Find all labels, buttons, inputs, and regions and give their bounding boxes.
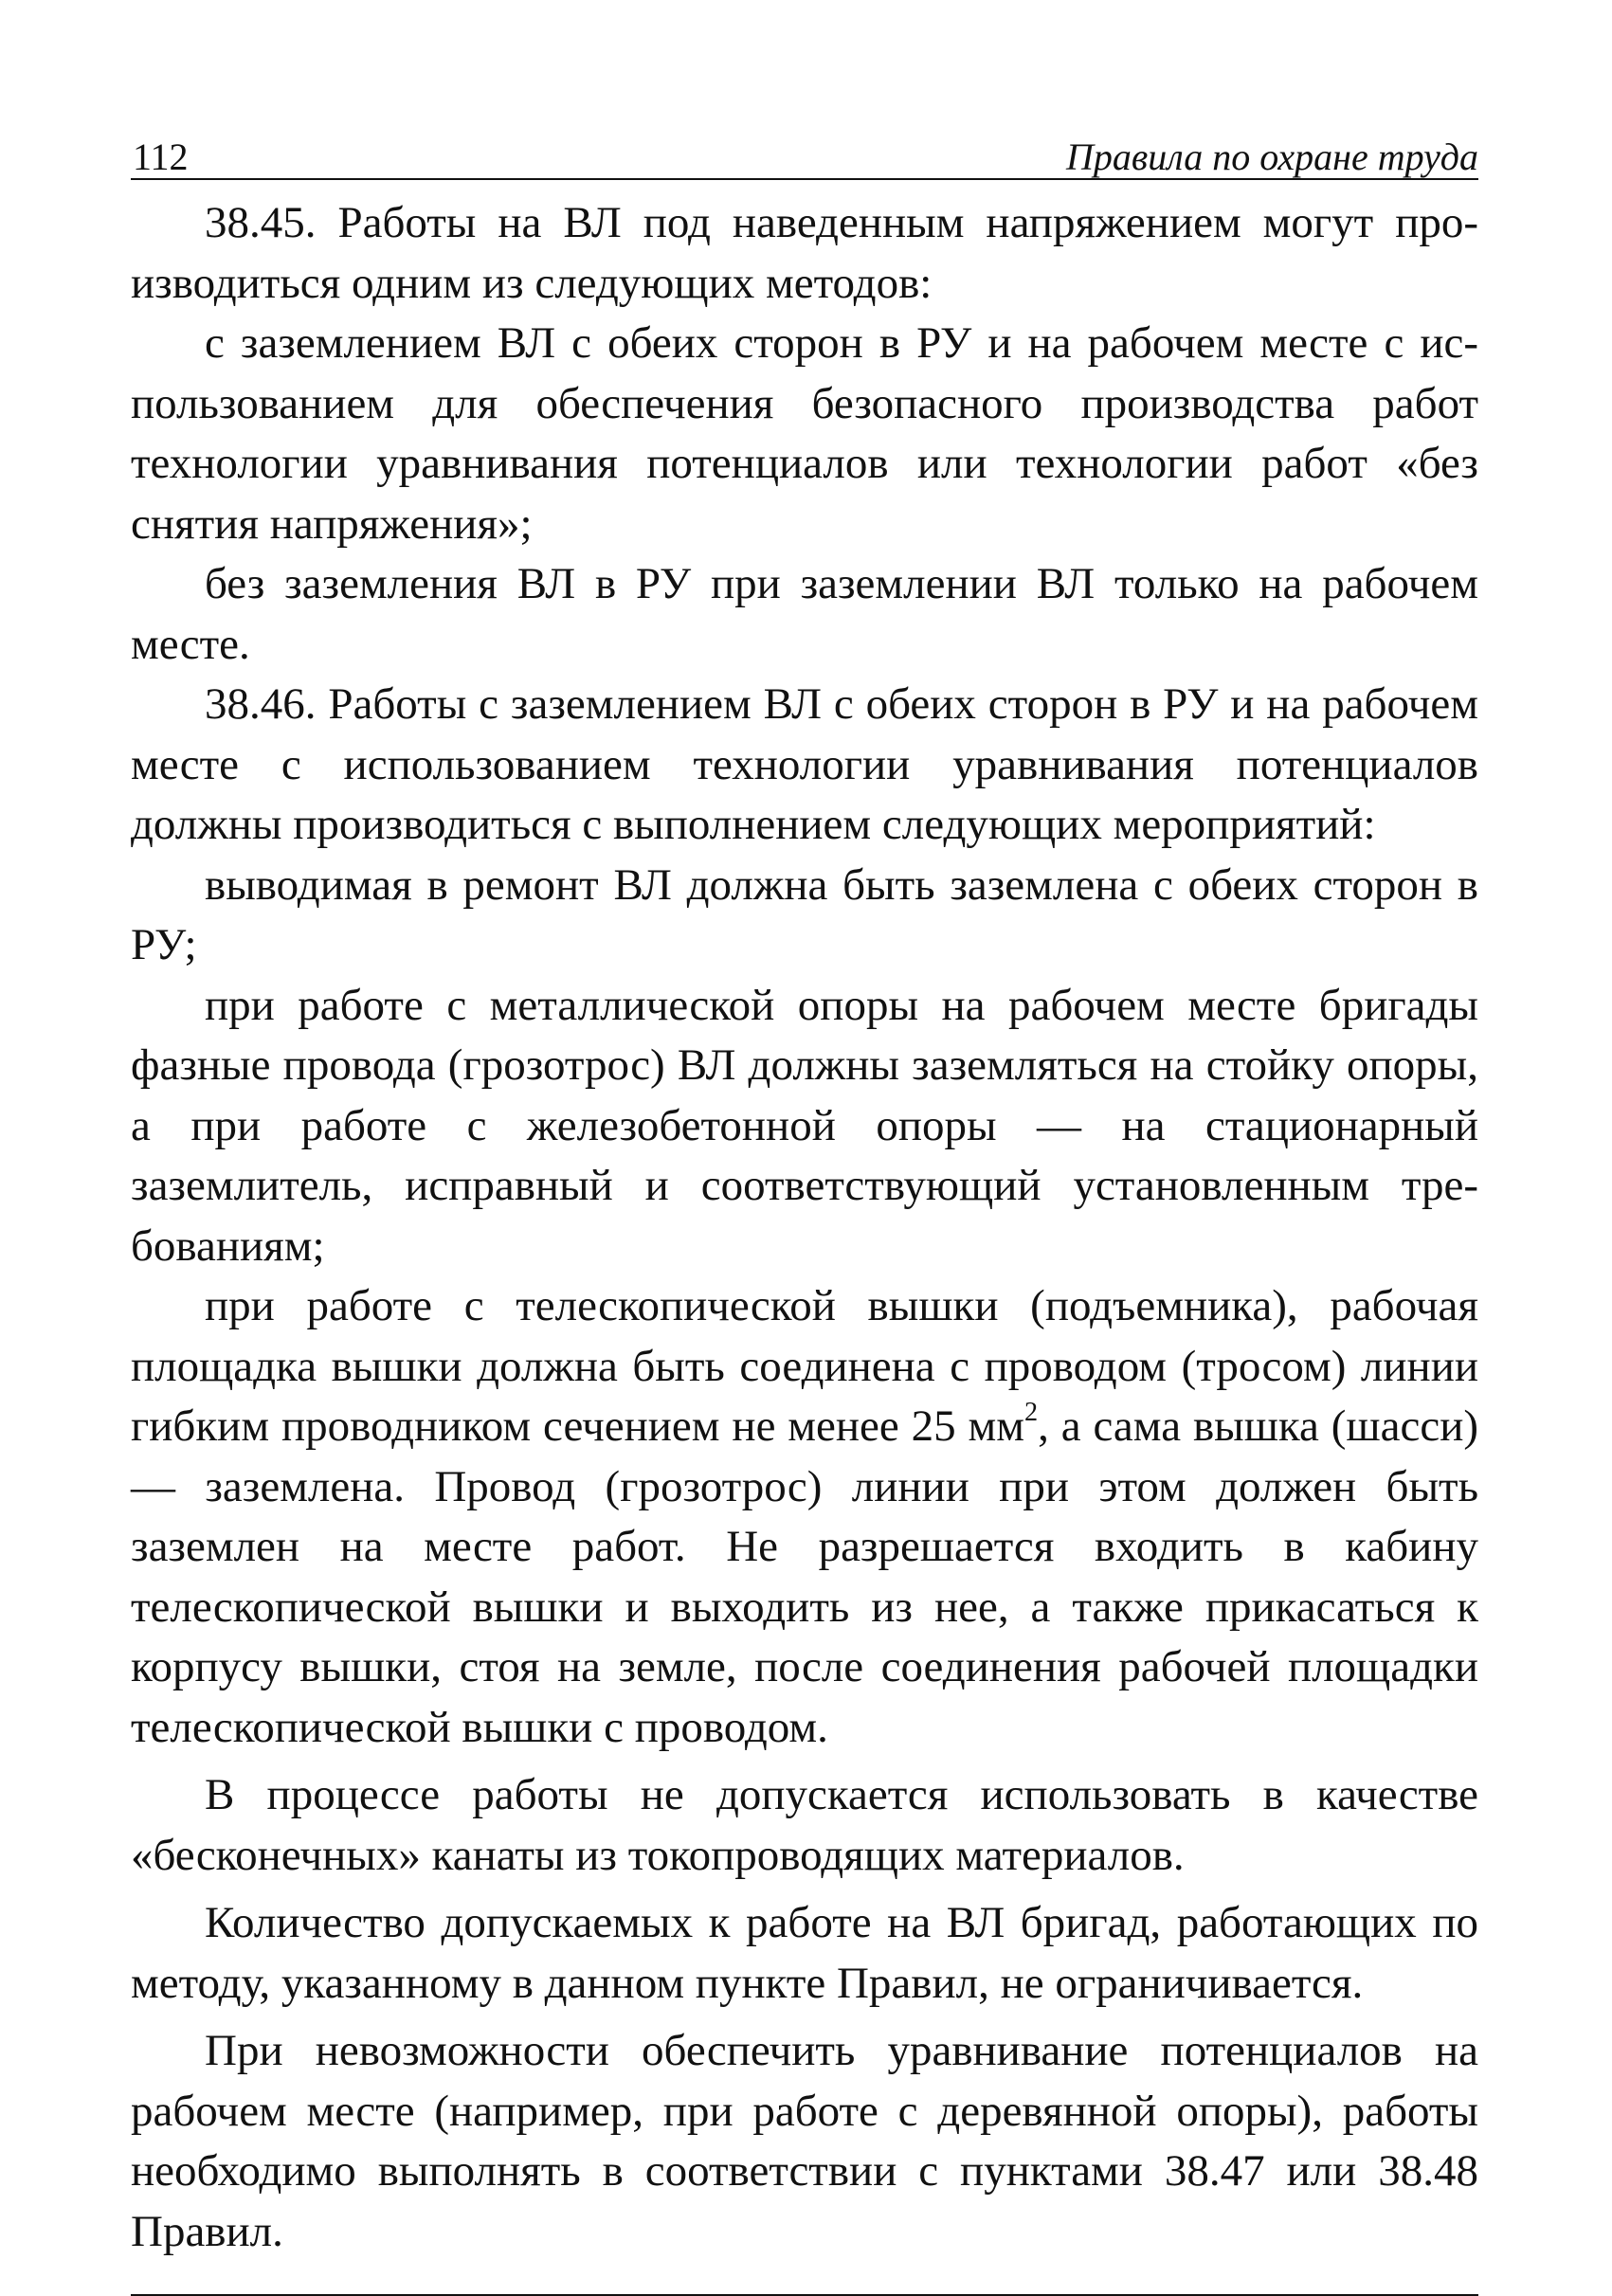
paragraph-telescopic-tower bbox=[131, 1276, 1478, 1758]
paragraph-line-grounding: выводимая в ремонт ВЛ должна быть заземлена с обеих сторон в РУ; bbox=[131, 859, 1478, 969]
telescopic-text-start: при работе с телескопической вышки (подъемника), рабочая площадка вышки должна быть соединена с проводом (тросом) линии гибким проводником сечением не менее 25 мм bbox=[131, 1281, 1478, 1451]
paragraph-38-45: 38.45. Работы на ВЛ под наведенным напряжением могут производиться одним из следующих методов: bbox=[131, 198, 1478, 308]
paragraph-brigade-count: Количество допускаемых к работе на ВЛ бригад, работающих по методу, указанному в данном пункте Правил, не ограничивается. bbox=[131, 1898, 1478, 2008]
paragraph-metal-support: при работе с металлической опоры на рабочем месте бригады фазные провода (грозотрос) ВЛ должны заземляться на стойку опоры, а при работе с железобетонной опоры — на стационарный заземлитель, исправный и соответствующий установленным требованиям; bbox=[131, 980, 1478, 1271]
paragraph-method-grounded: с заземлением ВЛ с обеих сторон в РУ и на рабочем месте с использованием для обеспечения безопасного производства работ технологии уравнивания потенциалов или технологии работ «без снятия напряжения»; bbox=[131, 318, 1478, 549]
paragraph-38-46: 38.46. Работы с заземлением ВЛ с обеих сторон в РУ и на рабочем месте с использованием технологии уравнивания потенциалов должны производиться с выполнением следующих мероприятий: bbox=[131, 679, 1478, 849]
body-text bbox=[131, 193, 1478, 2262]
paragraph-method-ungrounded: без заземления ВЛ в РУ при заземлении ВЛ только на рабочем месте. bbox=[131, 559, 1478, 669]
telescopic-text-end: , а сама вышка (шасси) — заземлена. Провод (грозотрос) линии при этом должен быть заземлен на месте работ. Не разрешается входить в кабину телескопической вышки и выходить из нее, а также прикасаться к корпусу вышки, стоя на земле, после соединения рабочей площадки телескопической вышки с проводом. bbox=[131, 1401, 1478, 1752]
paragraph-wooden-support: При невозможности обеспечить уравнивание потенциалов на рабочем месте (например, при работе с деревянной опоры), работы необходимо выполнять в соответствии с пунктами 38.47 или 38.48 Правил. bbox=[131, 2026, 1478, 2256]
squared-superscript: 2 bbox=[1024, 1397, 1039, 1427]
book-page bbox=[131, 121, 1478, 2296]
running-title: Правила по охране труда bbox=[1066, 136, 1478, 178]
paragraph-endless-ropes: В процессе работы не допускается использовать в качестве «бесконечных» канаты из токопроводящих материалов. bbox=[131, 1770, 1478, 1880]
page-number: 112 bbox=[133, 136, 189, 178]
running-head bbox=[131, 121, 1478, 180]
